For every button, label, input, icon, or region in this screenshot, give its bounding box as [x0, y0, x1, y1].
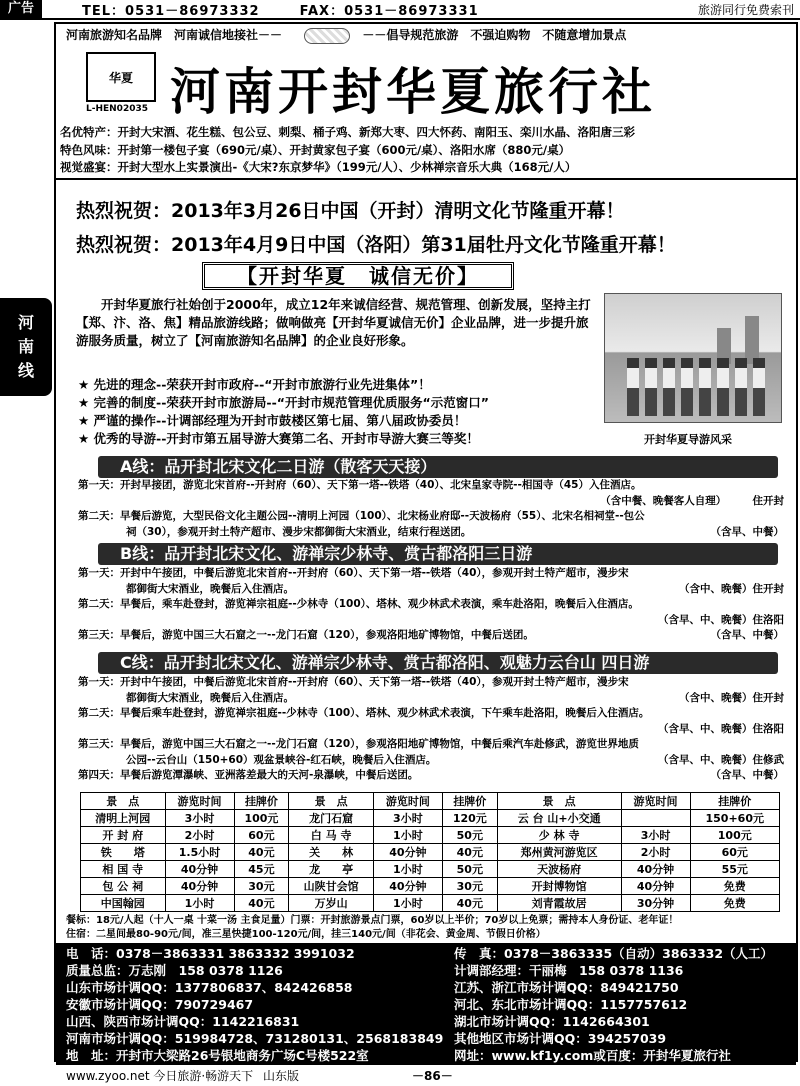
- itinerary-line: 第一天：开封早接团，游览北宋首府--开封府（60）、天下第一塔--铁塔（40）、北宋皇家寺院--相国寺（45）入住酒店。: [78, 479, 642, 491]
- guide-figure: [663, 358, 675, 416]
- column-header: 游览时间: [165, 793, 234, 810]
- table-cell: 中国翰园: [81, 895, 166, 912]
- table-cell: 40元: [234, 844, 289, 861]
- column-header: 挂牌价: [442, 793, 497, 810]
- table-cell: 40分钟: [621, 861, 690, 878]
- footer-site: www.zyoo.net 今日旅游·畅游天下: [66, 1069, 254, 1083]
- table-cell: 60元: [234, 827, 289, 844]
- table-cell: 50元: [442, 861, 497, 878]
- scenic-spot-price-table: [80, 792, 780, 912]
- route-b-itinerary: [78, 566, 790, 644]
- qq-shandong: 山东市场计调QQ：1377806837、842426858: [66, 980, 353, 995]
- itinerary-line: 第三天：早餐后，游览中国三大石窟之一--龙门石窟（120），参观洛阳地矿博物馆，中餐后乘汽车赴修武，游览世界地质: [78, 738, 639, 750]
- specialty-shows: 视觉盛宴：开封大型水上实景演出-《大宋?东京梦华》（199元/人）、少林禅宗音乐大典（168元/人）: [60, 160, 577, 174]
- qq-henan: 河南市场计调QQ：519984728、731280131、2568183849: [66, 1031, 444, 1046]
- address-line: 地 址：开封市大梁路26号银地商务广场C号楼522室: [66, 1048, 369, 1063]
- table-cell: 40分钟: [621, 878, 690, 895]
- table-cell: 云 台 山+小交通: [497, 810, 621, 827]
- license-number: L-HEN02035: [86, 104, 148, 114]
- route-c-itinerary: [78, 675, 790, 784]
- company-title: 河南开封华夏旅行社: [170, 62, 656, 121]
- table-cell: 30元: [234, 878, 289, 895]
- guide-figure: [735, 358, 747, 416]
- qq-hebei-northeast: 河北、东北市场计调QQ：1157757612: [454, 997, 688, 1012]
- table-cell: 1小时: [373, 895, 442, 912]
- table-cell: 40元: [234, 895, 289, 912]
- slogan-right: －－倡导规范旅游 不强迫购物 不随意增加景点: [362, 28, 627, 42]
- guide-figure: [699, 358, 711, 416]
- table-cell: 山陕甘会馆: [289, 878, 374, 895]
- table-cell: 天波杨府: [497, 861, 621, 878]
- itinerary-meal-note: （含中、晚餐）住开封: [679, 691, 784, 704]
- footer-edition: 山东版: [263, 1069, 300, 1083]
- telephone: TEL：0531－86973332: [82, 3, 260, 19]
- table-row: [81, 827, 780, 844]
- itinerary-line: 都御街大宋酒业，晚餐后入住酒店。: [126, 691, 294, 704]
- divider: [56, 178, 796, 180]
- contact-right-column: [454, 945, 773, 1064]
- itinerary-line: 公园--云台山（150+60）观盆景峡谷-红石峡，晚餐后入住酒店。: [126, 753, 437, 766]
- table-cell: 开封博物馆: [497, 878, 621, 895]
- phone-line: 电 话：0378－3863331 3863332 3991032: [66, 946, 355, 961]
- itinerary-line: 第三天：早餐后，游览中国三大石窟之一--龙门石窟（120），参观洛阳地矿博物馆，中餐后送团。: [78, 629, 534, 641]
- ad-label: 广告: [0, 0, 42, 19]
- website-line: 网址：www.kf1y.com或百度：开封华夏旅行社: [454, 1048, 731, 1063]
- specialty-list: [60, 124, 796, 177]
- table-cell: 100元: [690, 827, 779, 844]
- specialty-food: 特色风味：开封第一楼包子宴（690元/桌）、开封黄家包子宴（600元/桌）、洛阳水席（880元/桌）: [60, 142, 571, 157]
- table-cell: [621, 810, 690, 827]
- itinerary-line: 第四天：早餐后游览潭瀑峡、亚洲落差最大的天河-泉瀑峡，中餐后送团。: [78, 769, 419, 781]
- table-cell: 100元: [234, 810, 289, 827]
- table-cell: 1小时: [373, 827, 442, 844]
- contact-left-column: [66, 945, 443, 1064]
- route-b-title: B线：品开封北宋文化、游禅宗少林寺、赏古都洛阳三日游: [98, 543, 778, 565]
- honor-item: ★ 优秀的导游--开封市第五届导游大赛第二名、开封市导游大赛三等奖！: [78, 431, 479, 446]
- fax-line: 传 真：0378－3863335（自动）3863332（人工）: [454, 946, 774, 961]
- table-cell: 3小时: [621, 827, 690, 844]
- table-cell: 60元: [690, 844, 779, 861]
- side-tab-char: 线: [17, 361, 34, 380]
- guide-figure: [627, 358, 639, 416]
- table-row: [81, 895, 780, 912]
- side-tab-char: 河: [17, 313, 34, 332]
- honor-list: [78, 376, 604, 448]
- table-cell: 关 林: [289, 844, 374, 861]
- table-cell: 万岁山: [289, 895, 374, 912]
- route-a-itinerary: [78, 478, 790, 540]
- itinerary-meal-note: （含中、晚餐）住开封: [679, 582, 784, 595]
- table-cell: 清明上河园: [81, 810, 166, 827]
- table-cell: 1小时: [373, 861, 442, 878]
- table-body: [81, 810, 780, 912]
- page-number: －86－: [412, 1069, 453, 1083]
- table-cell: 40分钟: [165, 861, 234, 878]
- table-cell: 40分钟: [373, 844, 442, 861]
- column-header: 景 点: [497, 793, 621, 810]
- top-bar: [0, 0, 800, 20]
- dispatch-manager: 计调部经理：干丽梅 158 0378 1136: [454, 963, 684, 978]
- region-side-tab: [0, 298, 52, 396]
- table-cell: 龙门石窟: [289, 810, 374, 827]
- side-tab-char: 南: [17, 337, 34, 356]
- table-cell: 郑州黄河游览区: [497, 844, 621, 861]
- catalog-note: 旅游同行免费索刊: [697, 2, 794, 17]
- lodging-note: 住宿：二星间最80-90元/间，准三星快捷100-120元/间，挂三140元/间（非花会、黄金周、节假日价格）: [66, 929, 546, 940]
- qq-other: 其他地区市场计调QQ：394257039: [454, 1031, 667, 1046]
- itinerary-line: 第二天：早餐后乘车赴登封，游览禅宗祖庭--少林寺（100）、塔林、观少林武术表演，下午乘车赴洛阳，晚餐后入住酒店。: [78, 707, 650, 719]
- qq-hubei: 湖北市场计调QQ：1142664301: [454, 1014, 650, 1029]
- footnotes: [66, 914, 796, 942]
- company-seal-logo: 华夏: [86, 52, 156, 102]
- table-cell: 包 公 祠: [81, 878, 166, 895]
- column-header: 挂牌价: [690, 793, 779, 810]
- guide-figure: [645, 358, 657, 416]
- intro-text: 开封华夏旅行社始创于2000年，成立12年来诚信经营、规范管理、创新发展，坚持主打【郑、汴、洛、焦】精品旅游线路；做响做亮【开封华夏诚信无价】企业品牌，进一步提升旅游服务质量，树立了【河南旅游知名品牌】的企业良好形象。: [76, 297, 591, 348]
- table-cell: 免费: [690, 895, 779, 912]
- column-header: 景 点: [289, 793, 374, 810]
- table-row: [81, 878, 780, 895]
- guide-figure: [717, 358, 729, 416]
- table-cell: 30元: [442, 878, 497, 895]
- fax: FAX：0531－86973331: [299, 3, 479, 19]
- itinerary-meal-note: （含早、中餐）: [710, 629, 784, 641]
- table-cell: 55元: [690, 861, 779, 878]
- column-header: 游览时间: [373, 793, 442, 810]
- table-cell: 40元: [442, 844, 497, 861]
- table-cell: 3小时: [165, 810, 234, 827]
- itinerary-meal-note: （含早、中、晚餐）住修武: [658, 753, 784, 766]
- table-cell: 免费: [690, 878, 779, 895]
- itinerary-meal-note: （含早、中餐）: [710, 769, 784, 781]
- itinerary-meal-note: （含中餐、晚餐客人自理） 住开封: [600, 494, 784, 507]
- itinerary-line: 第一天：开封中午接团，中餐后游览北宋首府--开封府（60）、天下第一塔--铁塔（40），参观开封土特产超市，漫步宋: [78, 567, 629, 579]
- table-cell: 40分钟: [165, 878, 234, 895]
- table-cell: 刘青霞故居: [497, 895, 621, 912]
- qq-anhui: 安徽市场计调QQ：790729467: [66, 997, 254, 1012]
- table-row: [81, 861, 780, 878]
- itinerary-line: 都御街大宋酒业，晚餐后入住酒店。: [126, 582, 294, 595]
- table-cell: 40分钟: [373, 878, 442, 895]
- honor-item: ★ 先进的理念--荣获开封市政府--“开封市旅游行业先进集体”！: [78, 377, 431, 392]
- table-cell: 相 国 寺: [81, 861, 166, 878]
- table-cell: 2小时: [621, 844, 690, 861]
- table-cell: 开 封 府: [81, 827, 166, 844]
- specialty-products: 名优特产：开封大宋酒、花生糕、包公豆、刺梨、桶子鸡、新郑大枣、四大怀药、南阳玉、栾川水晶、洛阳唐三彩: [60, 125, 635, 139]
- itinerary-meal-note: （含早、中、晚餐）住洛阳: [658, 613, 784, 626]
- table-cell: 40元: [442, 895, 497, 912]
- qq-jiangsu-zhejiang: 江苏、浙江市场计调QQ：849421750: [454, 980, 679, 995]
- column-header: 游览时间: [621, 793, 690, 810]
- table-row: [81, 810, 780, 827]
- page-footer: [66, 1067, 796, 1085]
- table-cell: 铁 塔: [81, 844, 166, 861]
- route-c-title: C线：品开封北宋文化、游禅宗少林寺、赏古都洛阳、观魅力云台山 四日游: [98, 652, 778, 674]
- slogan-left: 河南旅游知名品牌 河南诚信地接社－－: [66, 28, 283, 42]
- dragon-emblem-icon: [304, 28, 350, 44]
- company-intro: [76, 296, 596, 350]
- table-cell: 150+60元: [690, 810, 779, 827]
- table-cell: 1小时: [165, 895, 234, 912]
- itinerary-line: 第一天：开封中午接团，中餐后游览北宋首府--开封府（60）、天下第一塔--铁塔（40），参观开封土特产超市，漫步宋: [78, 676, 629, 688]
- table-cell: 30分钟: [621, 895, 690, 912]
- honor-item: ★ 严谨的操作--计调部经理为开封市鼓楼区第七届、第八届政协委员！: [78, 413, 467, 428]
- itinerary-meal-note: （含早、中餐）: [710, 525, 784, 538]
- column-header: 挂牌价: [234, 793, 289, 810]
- photo-caption: 开封华夏导游风采: [644, 433, 732, 446]
- table-cell: 3小时: [373, 810, 442, 827]
- table-cell: 2小时: [165, 827, 234, 844]
- celebration-kaifeng: 热烈祝贺：2013年3月26日中国（开封）清明文化节隆重开幕！: [76, 200, 625, 222]
- table-cell: 龙 亭: [289, 861, 374, 878]
- table-cell: 45元: [234, 861, 289, 878]
- route-a-title: A线：品开封北宋文化二日游（散客天天接）: [98, 456, 778, 478]
- contact-panel: [56, 943, 796, 1065]
- column-header: 景 点: [81, 793, 166, 810]
- tour-guide-photo: [604, 293, 782, 423]
- table-header-row: [81, 793, 780, 810]
- celebration-luoyang: 热烈祝贺：2013年4月9日中国（洛阳）第31届牡丹文化节隆重开幕！: [76, 234, 676, 256]
- brand-slogan: 【开封华夏 诚信无价】: [202, 262, 514, 290]
- header-slogan: [66, 26, 634, 44]
- table-cell: 白 马 寺: [289, 827, 374, 844]
- itinerary-meal-note: （含早、中、晚餐）住洛阳: [658, 722, 784, 735]
- honor-item: ★ 完善的制度--荣获开封市旅游局--“开封市规范管理优质服务“示范窗口”: [78, 395, 489, 410]
- table-row: [81, 844, 780, 861]
- guide-figure: [681, 358, 693, 416]
- guide-figure: [753, 358, 765, 416]
- meal-ticket-note: 餐标：18元/人起（十人一桌 十菜一汤 主食足量）门票：开封旅游景点门票，60岁以上半价；70岁以上免票；需持本人身份证、老年证！: [66, 915, 679, 926]
- table-cell: 少 林 寺: [497, 827, 621, 844]
- building-shape: [745, 316, 759, 364]
- table-cell: 120元: [442, 810, 497, 827]
- table-cell: 50元: [442, 827, 497, 844]
- itinerary-line: 第二天：早餐后游览，大型民俗文化主题公园--清明上河园（100）、北宋杨业府邸--天波杨府（55）、北宋名相祠堂--包公: [78, 510, 645, 522]
- table-cell: 1.5小时: [165, 844, 234, 861]
- qq-shanxi-shaanxi: 山西、陕西市场计调QQ：1142216831: [66, 1014, 300, 1029]
- quality-director: 质量总监：万志刚 158 0378 1126: [66, 963, 283, 978]
- itinerary-line: 祠（30），参观开封土特产超市、漫步宋都御街大宋酒业，结束行程送团。: [126, 525, 472, 538]
- itinerary-line: 第二天：早餐后，乘车赴登封，游览禅宗祖庭--少林寺（100）、塔林、观少林武术表演，乘车赴洛阳，晚餐后入住酒店。: [78, 598, 639, 610]
